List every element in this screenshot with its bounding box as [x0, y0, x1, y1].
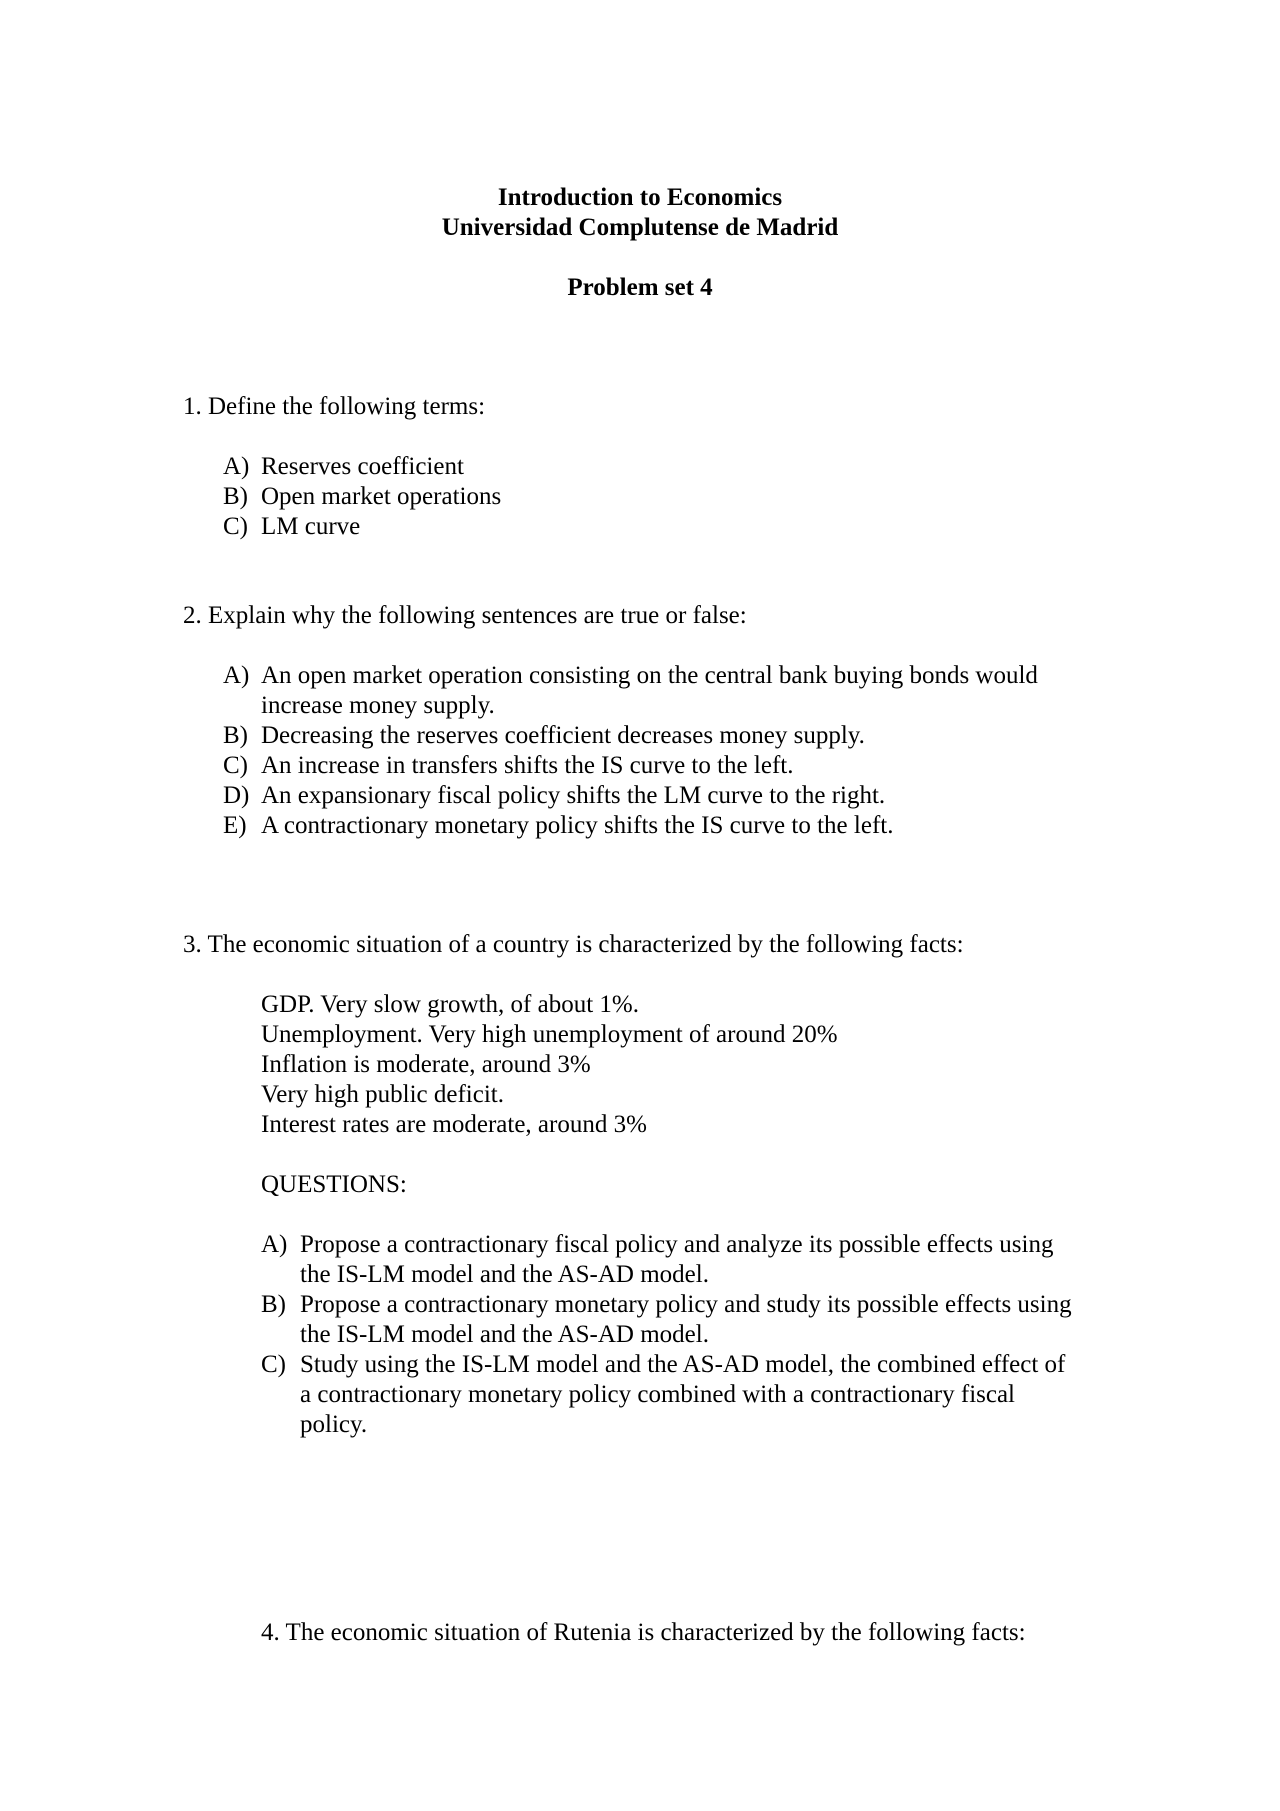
q2-item-c [223, 751, 793, 781]
q3-question-b [261, 1290, 1072, 1320]
q2-item-line: Decreasing the reserves coefficient decreases money supply. [261, 722, 865, 749]
q3-question-a-cont [300, 1260, 709, 1290]
q2-item-a [223, 661, 1038, 691]
q3-question-a [261, 1230, 1053, 1260]
q3-fact: GDP. Very slow growth, of about 1%. [261, 991, 639, 1018]
q2-item-line: A contractionary monetary policy shifts the IS curve to the left. [261, 812, 894, 839]
q2-item-line: An expansionary fiscal policy shifts the LM curve to the right. [261, 782, 886, 809]
q1-prompt: 1. Define the following terms: [183, 393, 486, 420]
q1-item-text: LM curve [261, 513, 361, 540]
q2-item-e [223, 811, 893, 841]
q4-prompt: 4. The economic situation of Rutenia is characterized by the following facts: [261, 1619, 1026, 1646]
q1-item-text: Open market operations [261, 483, 502, 510]
q2-item-a-cont [261, 691, 495, 721]
q3-question-line: the IS-LM model and the AS-AD model. [300, 1261, 709, 1288]
q3-question-line: a contractionary monetary policy combined with a contractionary fiscal [300, 1381, 1016, 1408]
q3-question-c-cont2 [300, 1410, 367, 1440]
q3-fact: Inflation is moderate, around 3% [261, 1051, 591, 1078]
q2-prompt: 2. Explain why the following sentences are true or false: [183, 602, 747, 629]
q1-item-label: A) [223, 453, 250, 480]
q3-question-line: the IS-LM model and the AS-AD model. [300, 1321, 709, 1348]
q2-item-b [223, 721, 865, 751]
q2-item-line: An open market operation consisting on the central bank buying bonds would [261, 662, 1038, 689]
q2-item-line: An increase in transfers shifts the IS curve to the left. [261, 752, 794, 779]
q3-fact: Interest rates are moderate, around 3% [261, 1111, 647, 1138]
q3-question-line: Study using the IS-LM model and the AS-AD model, the combined effect of [300, 1351, 1066, 1378]
university-name: Universidad Complutense de Madrid [441, 214, 839, 241]
q3-question-label: A) [261, 1231, 288, 1258]
q3-question-label: C) [261, 1351, 286, 1378]
q3-fact: Unemployment. Very high unemployment of around 20% [261, 1021, 838, 1048]
q1-item-c [223, 512, 360, 542]
q3-question-b-cont [300, 1320, 709, 1350]
q3-question-c-cont [300, 1380, 1015, 1410]
q3-questions-heading: QUESTIONS: [261, 1171, 407, 1198]
q2-item-label: B) [223, 722, 248, 749]
q3-question-c [261, 1350, 1065, 1380]
q3-prompt: 3. The economic situation of a country is characterized by the following facts: [183, 931, 964, 958]
problem-set-title: Problem set 4 [567, 274, 713, 301]
q3-fact: Very high public deficit. [261, 1081, 504, 1108]
q1-item-a [223, 452, 464, 482]
q3-question-line: Propose a contractionary monetary policy and study its possible effects using [300, 1291, 1072, 1318]
course-title: Introduction to Economics [497, 184, 783, 211]
q2-item-label: E) [223, 812, 247, 839]
q3-question-label: B) [261, 1291, 286, 1318]
q3-question-line: Propose a contractionary fiscal policy and analyze its possible effects using [300, 1231, 1054, 1258]
q2-item-label: D) [223, 782, 250, 809]
q1-item-label: B) [223, 483, 248, 510]
q2-item-line: increase money supply. [261, 692, 495, 719]
q2-item-label: A) [223, 662, 250, 689]
q3-question-line: policy. [300, 1411, 368, 1438]
q1-item-b [223, 482, 501, 512]
q2-item-label: C) [223, 752, 248, 779]
q2-item-d [223, 781, 885, 811]
q1-item-text: Reserves coefficient [261, 453, 464, 480]
q1-item-label: C) [223, 513, 248, 540]
